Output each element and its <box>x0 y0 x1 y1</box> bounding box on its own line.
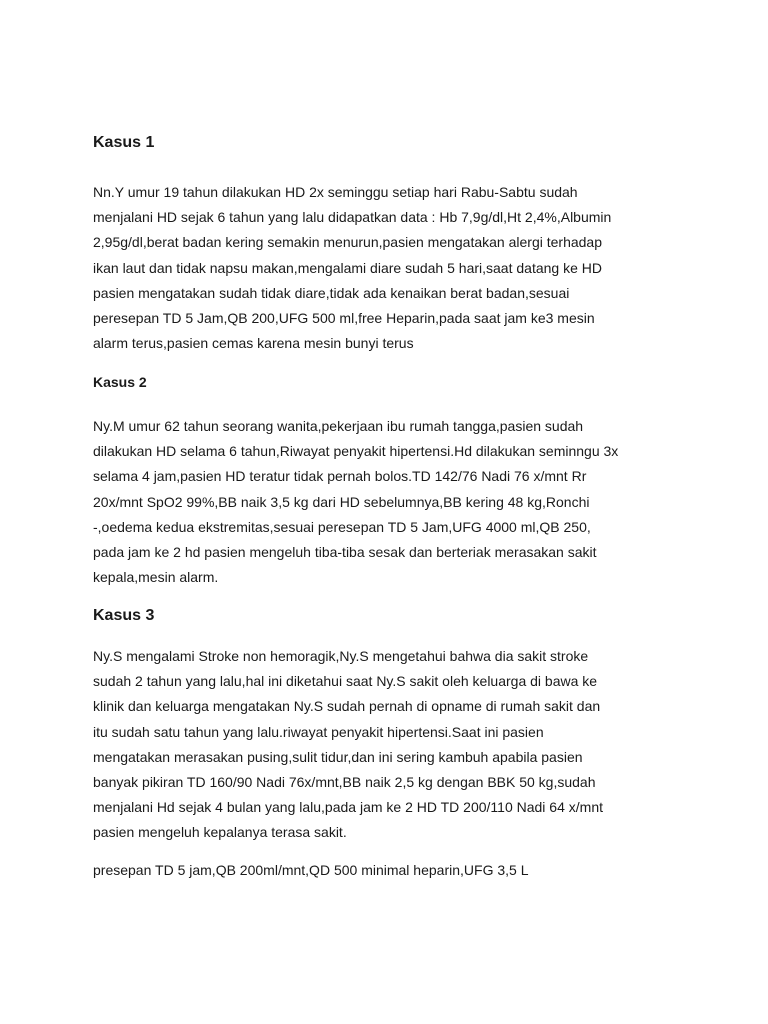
case-3-body: Ny.S mengalami Stroke non hemoragik,Ny.S mengetahui bahwa dia sakit stroke sudah 2 tahun yang lalu,hal ini diketahui saat Ny.S sakit oleh keluarga di bawa ke klinik dan keluarga mengatakan Ny.S sudah pernah di opname di rumah sakit dan itu sudah satu tahun yang lalu.riwayat penyakit hipertensi.Saat ini pasien mengatakan merasakan pusing,sulit tidur,dan ini sering kambuh apabila pasien banyak pikiran TD 160/90 Nadi 76x/mnt,BB naik 2,5 kg dengan BBK 50 kg,sudah menjalani Hd sejak 4 bulan yang lalu,pada jam ke 2 HD TD 200/110 Nadi 64 x/mnt pasien mengeluh kepalanya terasa sakit. <box>93 648 603 841</box>
case-2-heading: Kasus 2 <box>93 374 147 390</box>
case-3-prescription: presepan TD 5 jam,QB 200ml/mnt,QD 500 minimal heparin,UFG 3,5 L <box>93 862 529 878</box>
case-1-body: Nn.Y umur 19 tahun dilakukan HD 2x seminggu setiap hari Rabu-Sabtu sudah menjalani HD sejak 6 tahun yang lalu didapatkan data : Hb 7,9g/dl,Ht 2,4%,Albumin 2,95g/dl,berat badan kering semakin menurun,pasien mengatakan alergi terhadap ikan laut dan tidak napsu makan,mengalami diare sudah 5 hari,saat datang ke HD pasien mengatakan sudah tidak diare,tidak ada kenaikan berat badan,sesuai peresepan TD 5 Jam,QB 200,UFG 500 ml,free Heparin,pada saat jam ke3 mesin alarm terus,pasien cemas karena mesin bunyi terus <box>93 184 612 352</box>
case-1-heading: Kasus 1 <box>93 134 155 151</box>
case-3-heading: Kasus 3 <box>93 607 155 624</box>
case-2-body: Ny.M umur 62 tahun seorang wanita,pekerjaan ibu rumah tangga,pasien sudah dilakukan HD selama 6 tahun,Riwayat penyakit hipertensi.Hd dilakukan seminngu 3x selama 4 jam,pasien HD teratur tidak pernah bolos.TD 142/76 Nadi 76 x/mnt Rr 20x/mnt SpO2 99%,BB naik 3,5 kg dari HD sebelumnya,BB kering 48 kg,Ronchi -,oedema kedua ekstremitas,sesuai peresepan TD 5 Jam,UFG 4000 ml,QB 250, pada jam ke 2 hd pasien mengeluh tiba-tiba sesak dan berteriak merasakan sakit kepala,mesin alarm. <box>93 418 619 586</box>
